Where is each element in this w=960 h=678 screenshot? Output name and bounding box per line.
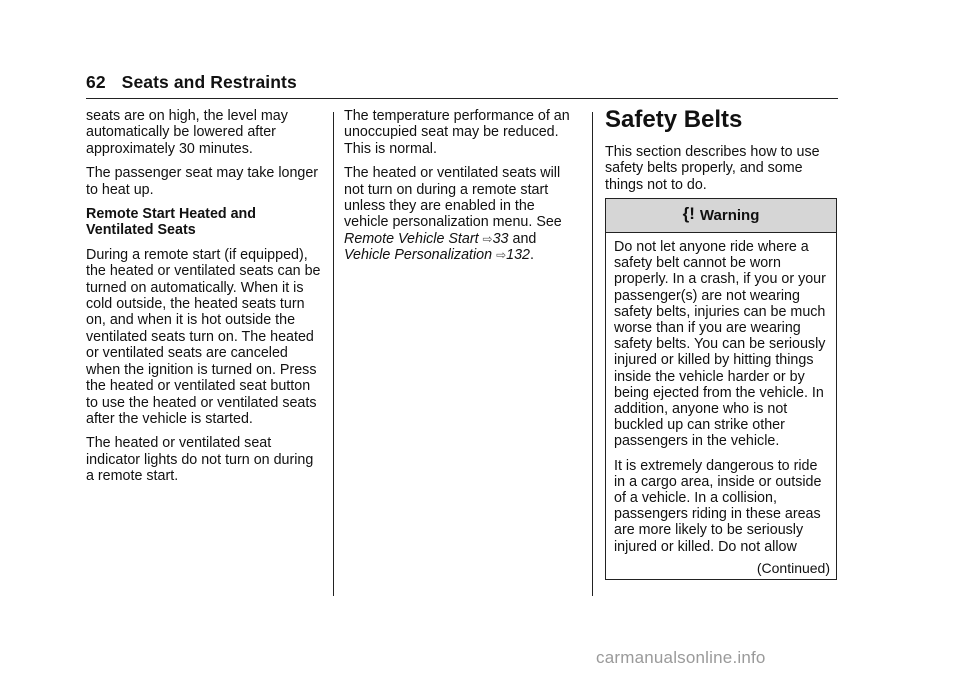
column-1 — [86, 108, 322, 493]
page-ref-arrow-icon: ⇨ — [482, 231, 493, 246]
section-title: Safety Belts — [605, 106, 743, 133]
subheading-remote-start: Remote Start Heated and Ventilated Seats — [86, 206, 257, 239]
header-rule — [86, 98, 838, 99]
ref-vehicle-personalization[interactable]: Vehicle Personalization — [344, 247, 493, 264]
watermark: carmanualsonline.info — [596, 648, 766, 667]
page-header — [86, 72, 297, 93]
warning-triangle-icon: {! — [682, 203, 695, 223]
section-intro: This section describes how to use safety belts properly, and some things not to do. — [605, 144, 820, 193]
paragraph-text: The heated or ventilated seats will not turn on during a remote start unless they are enabled in the vehicle personalization menu. See — [344, 165, 562, 231]
paragraph: The passenger seat may take longer to heat up. — [86, 165, 319, 198]
paragraph: During a remote start (if equipped), the heated or ventilated seats can be turned on automatically. When it is cold outside, the heated seats turn on, and when it is hot outside the ventilated seats turn on. The heated or ventilated seats are canceled when the ignition is turned on. Press the heated or ventilated seat button to use the heated or ventilated seats after the vehicle is started. — [86, 246, 321, 427]
ref-page-132[interactable]: 132 — [506, 247, 530, 264]
paragraph-with-references — [344, 165, 580, 263]
paragraph: The temperature performance of an unoccupied seat may be reduced. This is normal. — [344, 108, 570, 157]
continued-label: (Continued) — [756, 560, 830, 576]
page-number: 62 — [86, 72, 106, 92]
column-divider — [333, 112, 334, 596]
warning-body — [606, 233, 836, 555]
warning-label: Warning — [699, 207, 760, 224]
column-3 — [605, 108, 841, 201]
warning-header — [606, 199, 836, 233]
ref-page-33[interactable]: 33 — [492, 230, 509, 247]
conjunction: and — [512, 230, 537, 247]
page-ref-arrow-icon: ⇨ — [496, 248, 507, 263]
paragraph: The heated or ventilated seat indicator lights do not turn on during a remote start. — [86, 435, 314, 485]
warning-paragraph: Do not let anyone ride where a safety belt cannot be worn properly. In a crash, if you or your passenger(s) are not wearing safety belts, injuries can be much worse than if you are wearing safety belts. You can be seriously injured or killed by hitting things inside the vehicle harder or by being ejected from the vehicle. In addition, anyone who is not buckled up can strike other passengers in the vehicle. — [614, 239, 826, 450]
warning-paragraph: It is extremely dangerous to ride in a cargo area, inside or outside of a vehicle. In a collision, passengers riding in these areas are more likely to be seriously injured or killed. Do not allow — [614, 457, 822, 555]
chapter-title: Seats and Restraints — [121, 72, 297, 92]
ref-remote-vehicle-start[interactable]: Remote Vehicle Start — [344, 230, 479, 247]
period: . — [530, 247, 534, 264]
paragraph: seats are on high, the level may automatically be lowered after approximately 30 minutes. — [86, 108, 288, 157]
column-2 — [344, 108, 580, 272]
column-divider — [592, 112, 593, 596]
warning-box — [605, 198, 837, 580]
